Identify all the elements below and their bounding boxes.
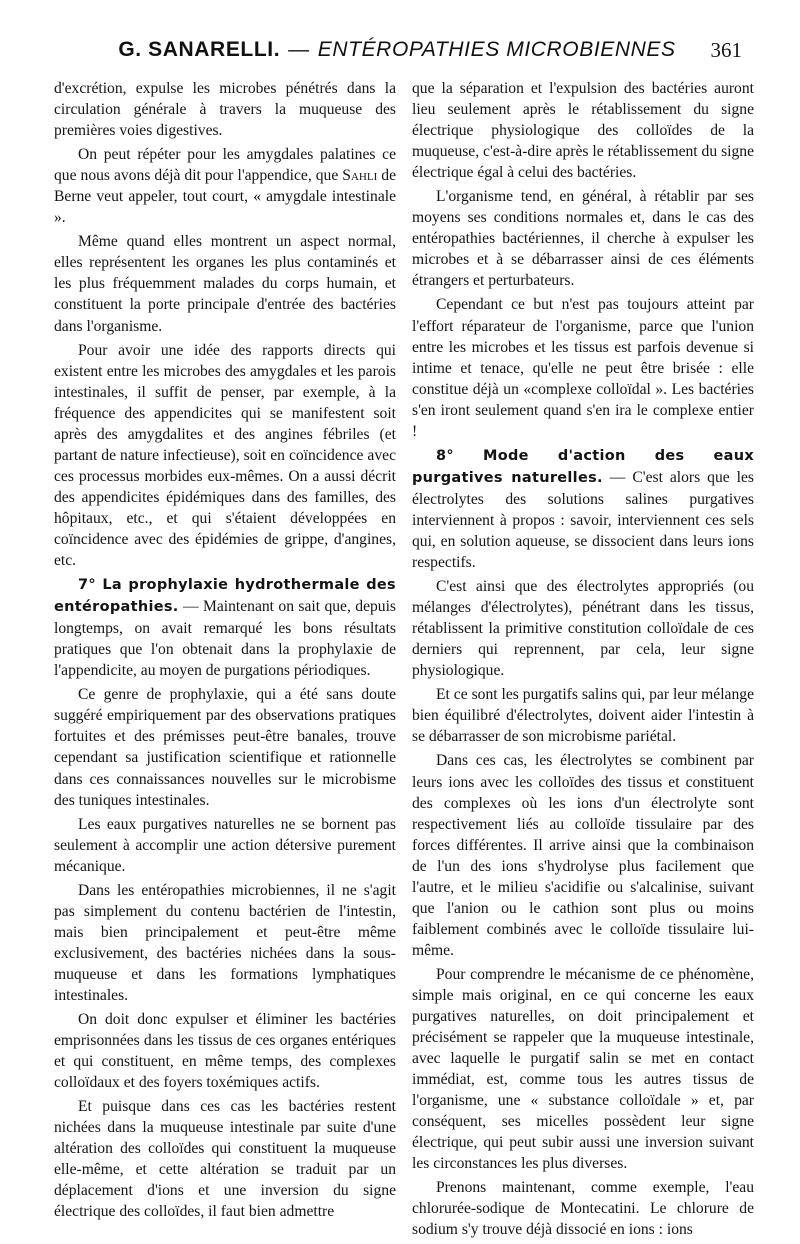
paragraph: L'organisme tend, en général, à rétablir par ses moyens ses conditions normales et, dans le cas des entéropathies bactériennes, il cherche à expulser les microbes et à se débarrasser ainsi de ces éléments étrangers et perturbateurs. xyxy=(412,188,754,290)
header-separator: — xyxy=(288,38,310,61)
paragraph: Pour avoir une idée des rapports directs qui existent entre les microbes des amygdales et les parois intestinales, il suffit de penser, par exemple, à la fréquence des appendicites qui se manifestent soit après des amygdalites et des angines fébriles (et partant de nature infectieuse), soit en coïncidence avec ces processus morbides eux-mêmes. On a aussi décrit des appendicites épidémiques dans des familles, des hôpitaux, etc., et qui s'étaient développées en coïncidence avec des épidémies de grippe, d'angines, etc. xyxy=(54,341,396,570)
paragraph: Prenons maintenant, comme exemple, l'eau chlorurée-sodique de Montecatini. Le chlorure de sodium s'y trouve déjà dissocié en ions : ions xyxy=(412,1179,754,1239)
header-subject: ENTÉROPATHIES MICROBIENNES xyxy=(317,38,676,61)
section-8 xyxy=(412,445,754,573)
running-title xyxy=(52,38,742,62)
paragraph xyxy=(54,144,396,228)
section-7-text: — Maintenant on sait que, depuis longtemps, on avait remarqué les bons résultats pratiques que l'on obtenait dans la prophylaxie de l'appendicite, au moyen de purgations périodiques. xyxy=(54,598,396,680)
section-8-heading: 8° Mode d'action des eaux purgatives naturelles. xyxy=(412,447,754,486)
paragraph: Et puisque dans ces cas les bactéries restent nichées dans la muqueuse intestinale par suite d'une altération des colloïdes qui constituent la muqueuse elle-même, et cette altération se traduit par un déplacement d'ions et une inversion du signe électrique des colloïdes, il faut bien admettre xyxy=(54,1098,396,1221)
right-column xyxy=(412,78,754,1244)
paragraph-text: de Berne veut appeler, tout court, « amygdale intestinale ». xyxy=(54,167,396,227)
left-column xyxy=(54,78,396,1225)
paragraph: Dans les entéropathies microbiennes, il ne s'agit pas simplement du contenu bactérien de l'intestin, mais bien principalement et peut-être même exclusivement, des bactéries nichées dans la sous-muqueuse et dans les formations lymphatiques intestinales. xyxy=(54,881,396,1004)
paragraph-text: On peut répéter pour les amygdales palatines ce que nous avons déjà dit pour l'appendice, que xyxy=(54,146,396,185)
paragraph: On doit donc expulser et éliminer les bactéries emprisonnées dans les tissus de ces organes entériques et qui constituent, en même temps, des complexes colloïdaux et des foyers toxémiques actifs. xyxy=(54,1011,396,1092)
paragraph: Ce genre de prophylaxie, qui a été sans doute suggéré empiriquement par des observations pratiques fortuites et des prémisses peut-être banales, trouve cependant sa justification scientifique et rationnelle dans ces connaissances nouvelles sur le microbisme des tuniques intestinales. xyxy=(54,686,396,809)
running-header xyxy=(52,30,742,70)
paragraph: Cependant ce but n'est pas toujours atteint par l'effort réparateur de l'organisme, parce que l'union entre les microbes et les tissus est parfois devenue si intime et tenace, qu'elle ne peut être brisée : elle constitue déjà un «complexe colloïdal ». Les bactéries s'en iront seulement quand s'en ira le complexe entier ! xyxy=(412,296,754,440)
section-7-heading: 7° La prophylaxie hydrothermale des entéropathies. xyxy=(54,577,396,616)
paragraph: Pour comprendre le mécanisme de ce phénomène, simple mais original, en ce qui concerne les eaux purgatives naturelles, on doit principalement et précisément se rappeler que la muqueuse intestinale, avec laquelle le purgatif salin se met en contact immédiat, est, comme tous les autres tissus de l'organisme, une « substance colloïdale » et, par conséquent, ses micelles possèdent leur signe électrique, qui peut subir aussi une inversion suivant les circonstances les plus diverses. xyxy=(412,965,754,1173)
paragraph: que la séparation et l'expulsion des bactéries auront lieu seulement après le rétablissement du signe électrique physiologique des colloïdes de la muqueuse, c'est-à-dire après le rétablissement du signe électrique égal à celui des bactéries. xyxy=(412,80,754,182)
paragraph: Les eaux purgatives naturelles ne se bornent pas seulement à accomplir une action détersive purement mécanique. xyxy=(54,815,396,875)
page-number: 361 xyxy=(710,38,742,62)
paragraph: Dans ces cas, les électrolytes se combinent par leurs ions avec les colloïdes des tissus et constituent des complexes où les ions d'un électrolyte sont respectivement liés au colloïde tissulaire par des forces différentes. Il arrive ainsi que la combinaison de l'un des ions s'hydrolyse plus facilement que l'autre, et le milieu s'acidifie ou s'alcalinise, suivant que l'anion ou le cathion sont plus ou moins faiblement combinés avec le colloïde tissulaire lui-même. xyxy=(412,752,754,959)
section-8-text: — C'est alors que les électrolytes des solutions salines purgatives interviennent à propos : savoir, interviennent ces sels qui, en solution aqueuse, se dissocient dans leurs ions respectifs. xyxy=(412,468,754,572)
header-author: G. SANARELLI. xyxy=(118,38,281,61)
author-name-sahli: Sahli xyxy=(342,167,378,185)
section-7 xyxy=(54,574,396,681)
paragraph: Et ce sont les purgatifs salins qui, par leur mélange bien équilibré d'électrolytes, doivent aider l'intestin à se débarrasser de son microbisme pariétal. xyxy=(412,686,754,746)
paragraph: C'est ainsi que des électrolytes appropriés (ou mélanges d'électrolytes), pénétrant dans les tissus, rétablissent la primitive constitution colloïdale de ces derniers qui reprennent, par cela, leur signe physiologique. xyxy=(412,578,754,680)
paragraph: d'excrétion, expulse les microbes pénétrés dans la circulation générale à travers la muqueuse des premières voies digestives. xyxy=(54,80,396,140)
paragraph: Même quand elles montrent un aspect normal, elles représentent les organes les plus contaminés et les plus fréquemment malades du corps humain, et constituent la porte principale d'entrée des bactéries dans l'organisme. xyxy=(54,233,396,335)
